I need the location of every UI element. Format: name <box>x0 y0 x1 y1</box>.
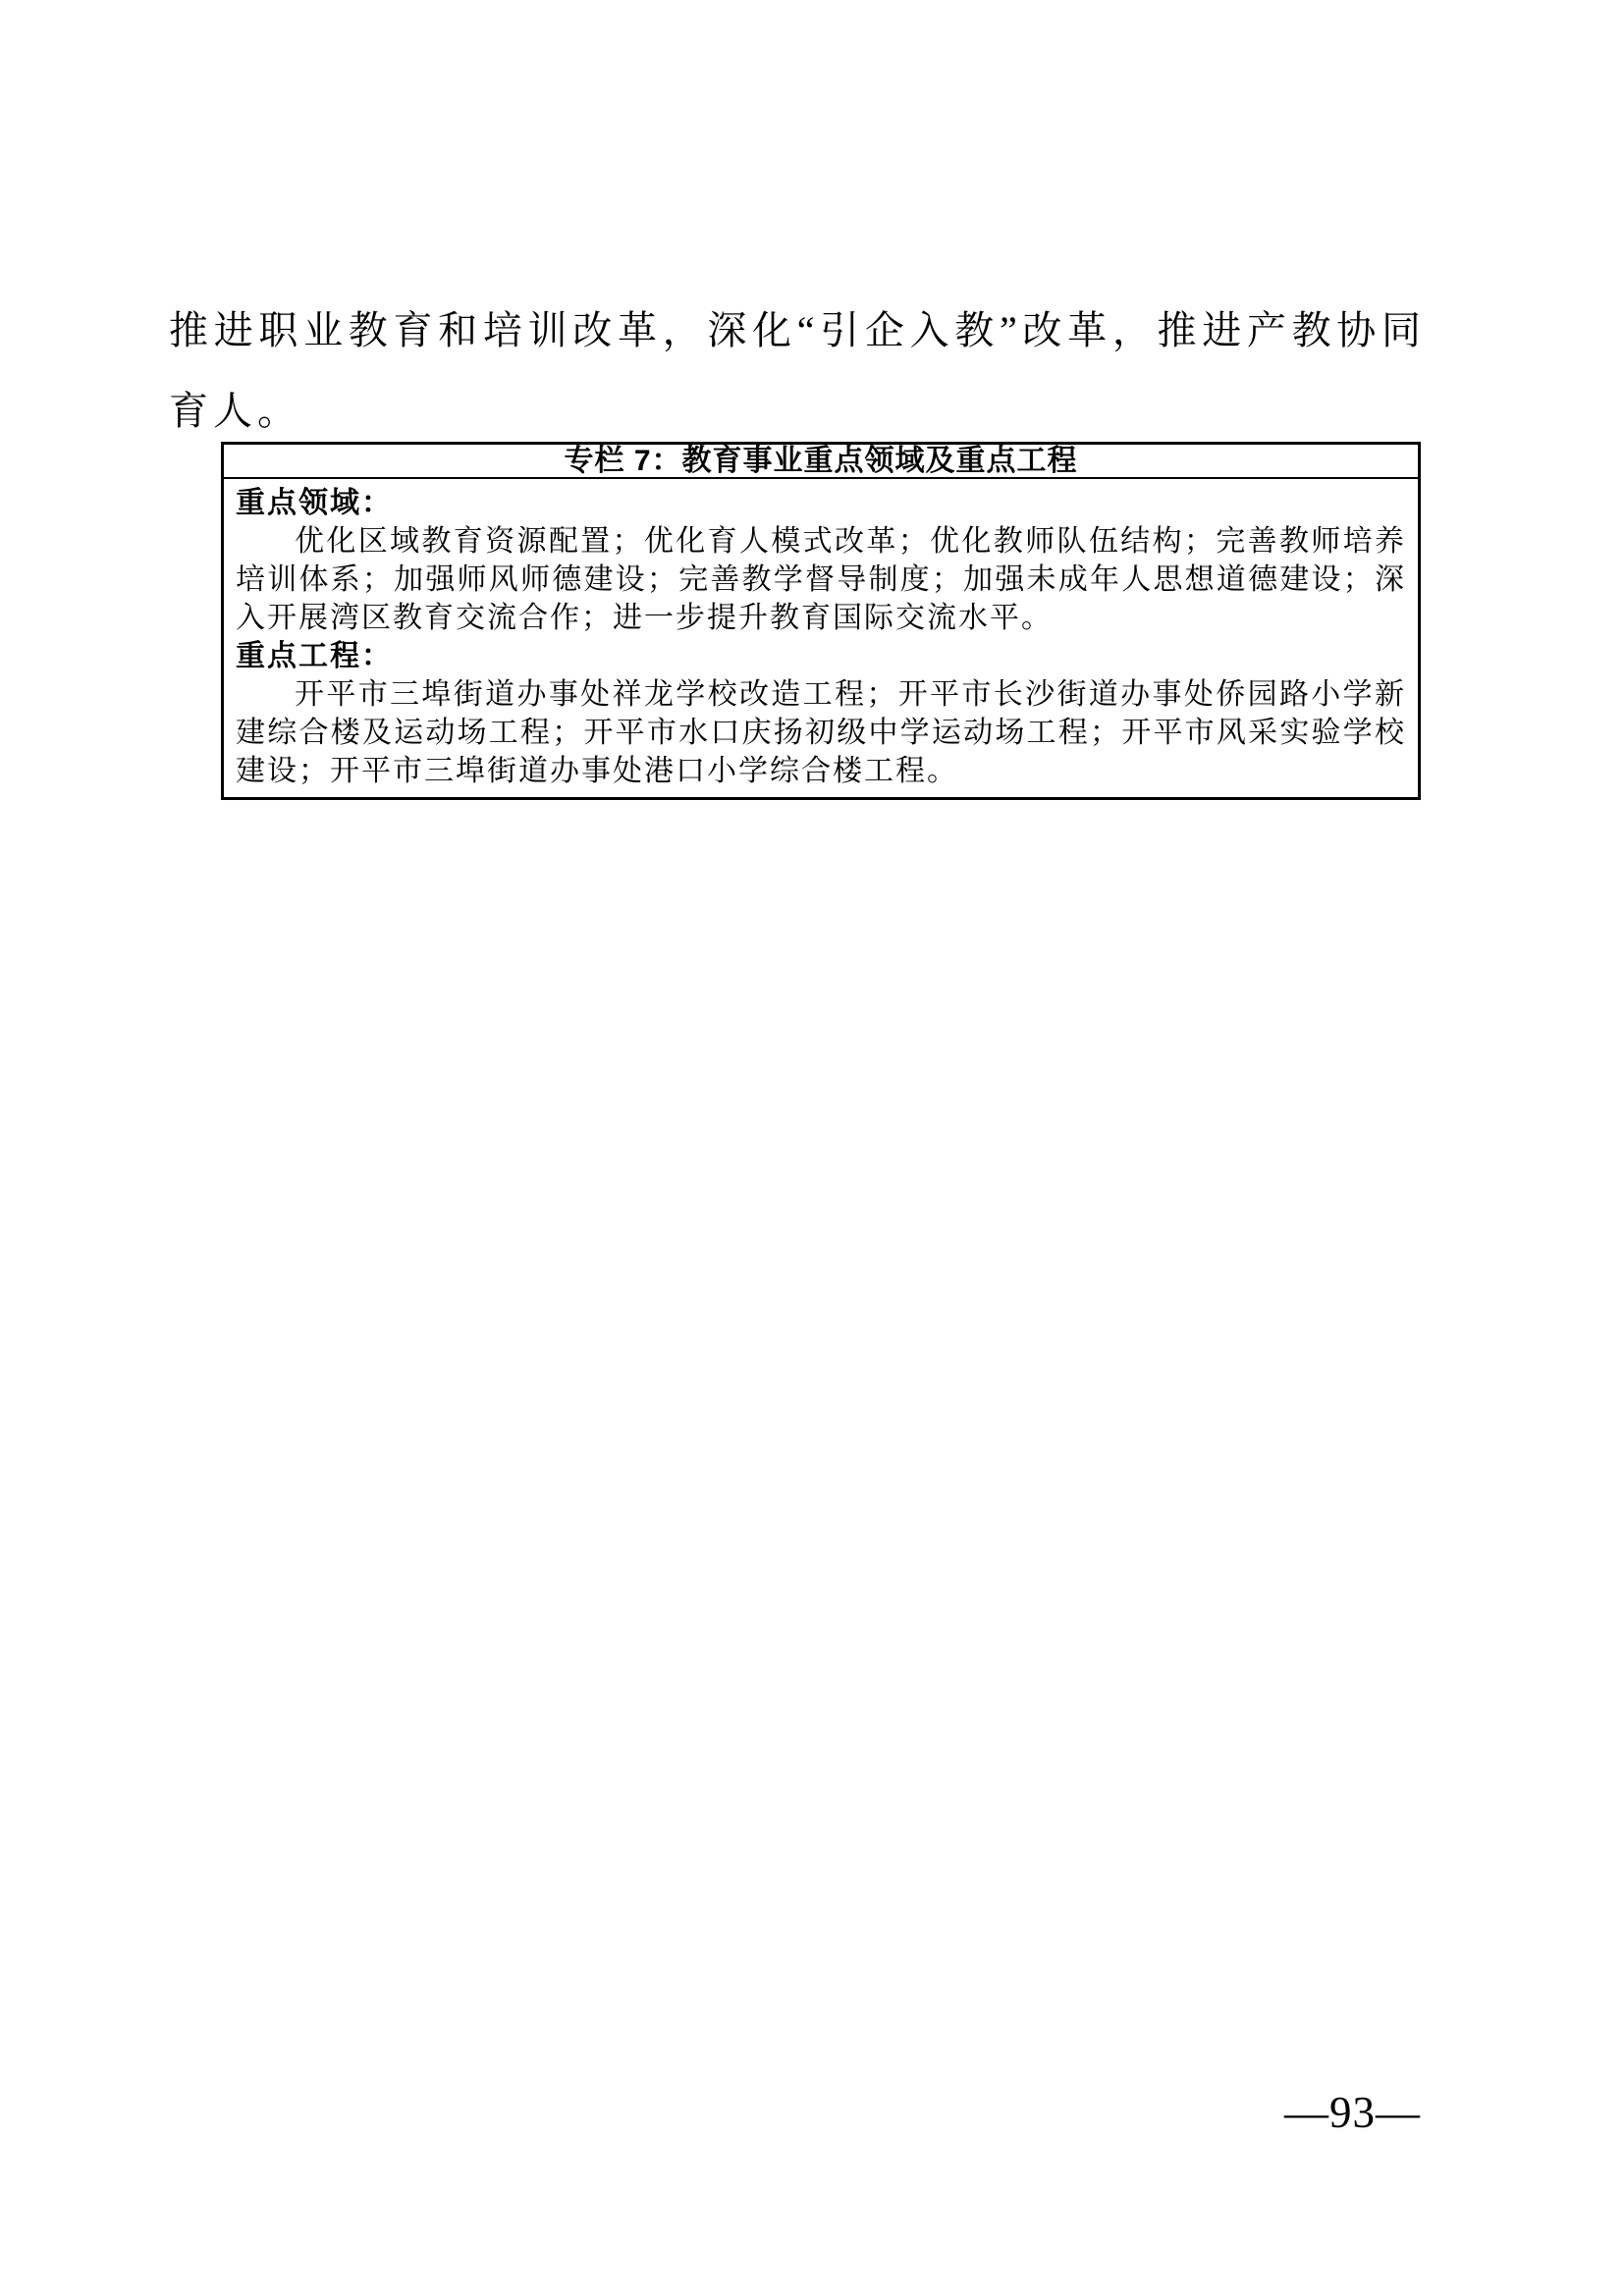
section-heading-key-projects: 重点工程： <box>236 640 393 672</box>
section-body-key-areas: 优化区域教育资源配置；优化育人模式改革；优化教师队伍结构；完善教师培养培训体系；加强师风师德建设；完善教学督导制度；加强未成年人思想道德建设；深入开展湾区教育交流合作；进一步提升教育国际交流水平。 <box>236 525 1406 634</box>
body-paragraph: 推进职业教育和培训改革，深化“引企入教”改革，推进产教协同育人。 <box>169 308 1426 433</box>
section-heading-key-areas: 重点领域： <box>236 487 393 519</box>
callout-title: 专栏 7：教育事业重点领域及重点工程 <box>224 445 1418 479</box>
callout-box <box>221 442 1421 800</box>
section-body-key-projects: 开平市三埠街道办事处祥龙学校改造工程；开平市长沙街道办事处侨园路小学新建综合楼及运动场工程；开平市水口庆扬初级中学运动场工程；开平市风采实验学校建设；开平市三埠街道办事处港口小学综合楼工程。 <box>236 678 1406 787</box>
callout-body <box>224 479 1418 797</box>
page-number: —93— <box>1284 2088 1421 2137</box>
